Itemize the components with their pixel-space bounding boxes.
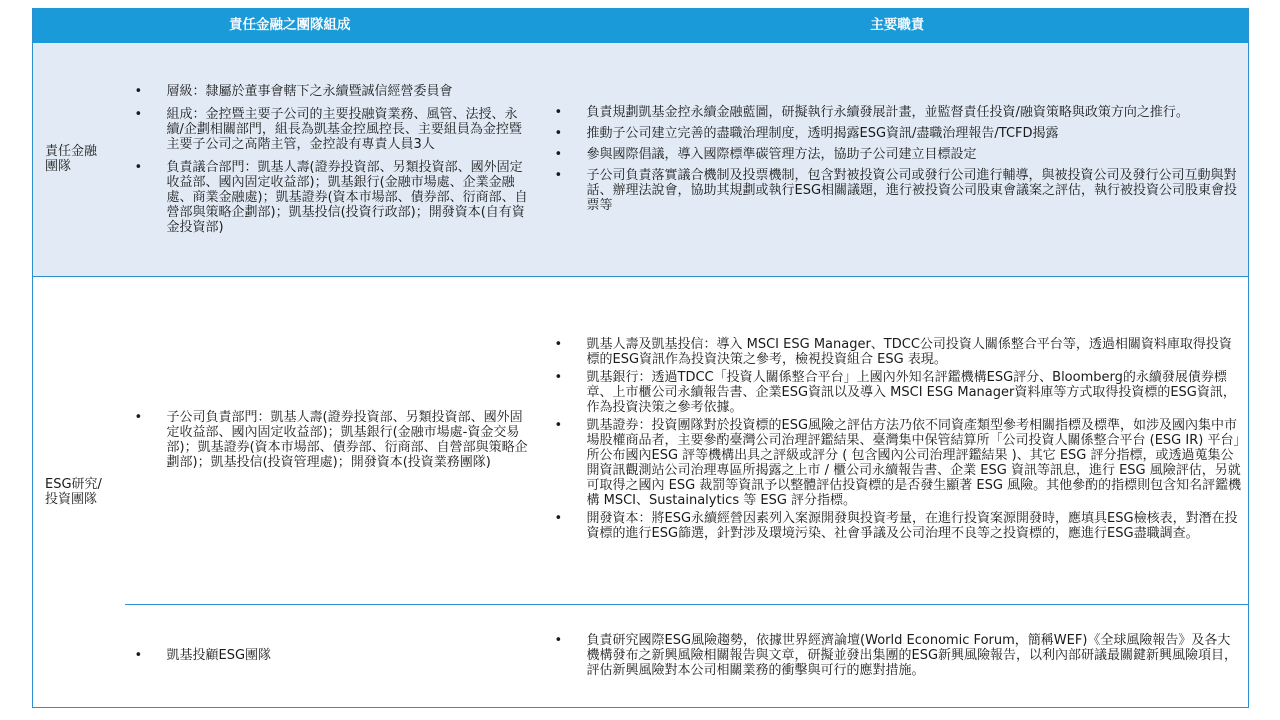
team-name-cell (33, 43, 125, 276)
composition-list (167, 84, 535, 235)
composition-cell (125, 43, 547, 276)
composition-item: • 組成：金控暨主要子公司的主要投融資業務、風管、法授、永續/企劃相關部門，組長為凱基金控風控長、主要組員為金控暨主要子公司之高階主管，金控設有專責人員3人 (167, 107, 535, 152)
table-header-row (33, 8, 1249, 43)
composition-item: • 負責議合部門：凱基人壽(證券投資部、另類投資部、國外固定收益部、國內固定收益部)；凱基銀行(金融市場處、企業金融處、商業金融處)；凱基證券(資本市場部、債券部、衍商部、自營部與策略企劃部)；凱基投信(投資行政部)；開發資本(自有資金投資部) (167, 160, 535, 235)
header-team-composition: 責任金融之團隊組成 (33, 8, 547, 43)
table-row (33, 604, 1249, 707)
composition-cell (125, 604, 547, 707)
composition-item: • 層級：隸屬於董事會轄下之永續暨誠信經營委員會 (167, 84, 535, 99)
duty-item: • 參與國際倡議，導入國際標準碳管理方法，協助子公司建立目標設定 (587, 147, 1243, 162)
duty-item: • 凱基證券：投資團隊對於投資標的ESG風險之評估方法乃依不同資產類型參考相關指標及標準，如涉及國內集中市場股權商品者，主要參酌臺灣公司治理評鑑結果、臺灣集中保管結算所「公司投資人關係整合平台 (ESG IR) 平台」所公布國內ESG 評等機構出具之評級或評分 ( 包含國內公司治理評鑑結果 )、其它 ESG 評分指標，或透過蒐集公開資訊觀測站公司治理專區所揭露之上市 / 櫃公司永續報告書、企業 ESG 資訊等訊息，進行 ESG 風險評估，另就可取得之國內 ESG 裁罰等資訊予以整體評估投資標的是否發生顯著 ESG 風險。其他參酌的指標則包含知名評鑑機構 MSCI、Sustainalytics 等 ESG 評分指標。 (587, 418, 1243, 508)
duty-item: • 負責研究國際ESG風險趨勢，依據世界經濟論壇(World Economic Forum，簡稱WEF)《全球風險報告》及各大機構發布之新興風險相關報告與文章，研擬並發出集團的ESG新興風險報告，以利內部研議最關鍵新興風險項目，評估新興風險對本公司相關業務的衝擊與可行的應對措施。 (587, 633, 1243, 678)
duty-item: • 負責規劃凱基金控永續金融藍圖，研擬執行永續發展計畫，並監督責任投資/融資策略與政策方向之推行。 (587, 105, 1243, 120)
duties-list (587, 633, 1243, 678)
duty-item: • 凱基人壽及凱基投信：導入 MSCI ESG Manager、TDCC公司投資人關係整合平台等，透過相關資料庫取得投資標的ESG資訊作為投資決策之參考，檢視投資組合 ESG 表現。 (587, 337, 1243, 367)
duty-item: • 子公司負責落實議合機制及投票機制，包含對被投資公司或發行公司進行輔導，與被投資公司及發行公司互動與對話、辦理法說會，協助其規劃或執行ESG相關議題，進行被投資公司股東會議案之評估，執行被投資公司股東會投票等 (587, 168, 1243, 213)
table-row (33, 43, 1249, 276)
duties-cell (547, 604, 1249, 707)
team-name: ESG研究/ 投資團隊 (45, 476, 102, 507)
responsibility-team-table (32, 8, 1249, 708)
table-row (33, 276, 1249, 604)
composition-item: • 凱基投顧ESG團隊 (167, 648, 535, 663)
header-main-duties: 主要職責 (547, 8, 1249, 43)
duties-list (587, 105, 1243, 213)
composition-list (167, 648, 535, 663)
duty-item: • 推動子公司建立完善的盡職治理制度，透明揭露ESG資訊/盡職治理報告/TCFD揭露 (587, 126, 1243, 141)
team-name-cell (33, 276, 125, 707)
composition-item: • 子公司負責部門：凱基人壽(證券投資部、另類投資部、國外固定收益部、國內固定收益部)；凱基銀行(金融市場處-資金交易部)；凱基證券(資本市場部、債券部、衍商部、自營部與策略企劃部)；凱基投信(投資管理處)；開發資本(投資業務團隊) (167, 410, 535, 470)
composition-list (167, 410, 535, 470)
duty-item: • 凱基銀行：透過TDCC「投資人關係整合平台」上國內外知名評鑑機構ESG評分、Bloomberg的永續發展債券標章、上市櫃公司永續報告書、企業ESG資訊以及導入 MSCI ESG Manager資料庫等方式取得投資標的ESG資訊，作為投資決策之參考依據。 (587, 370, 1243, 415)
duties-list (587, 337, 1243, 541)
duties-cell (547, 43, 1249, 276)
duties-cell (547, 276, 1249, 604)
duty-item: • 開發資本：將ESG永續經營因素列入案源開發與投資考量，在進行投資案源開發時，應填具ESG檢核表，對潛在投資標的進行ESG篩選，針對涉及環境污染、社會爭議及公司治理不良等之投資標的，應進行ESG盡職調查。 (587, 511, 1243, 541)
team-name: 責任金融 團隊 (45, 144, 98, 175)
composition-cell (125, 276, 547, 604)
